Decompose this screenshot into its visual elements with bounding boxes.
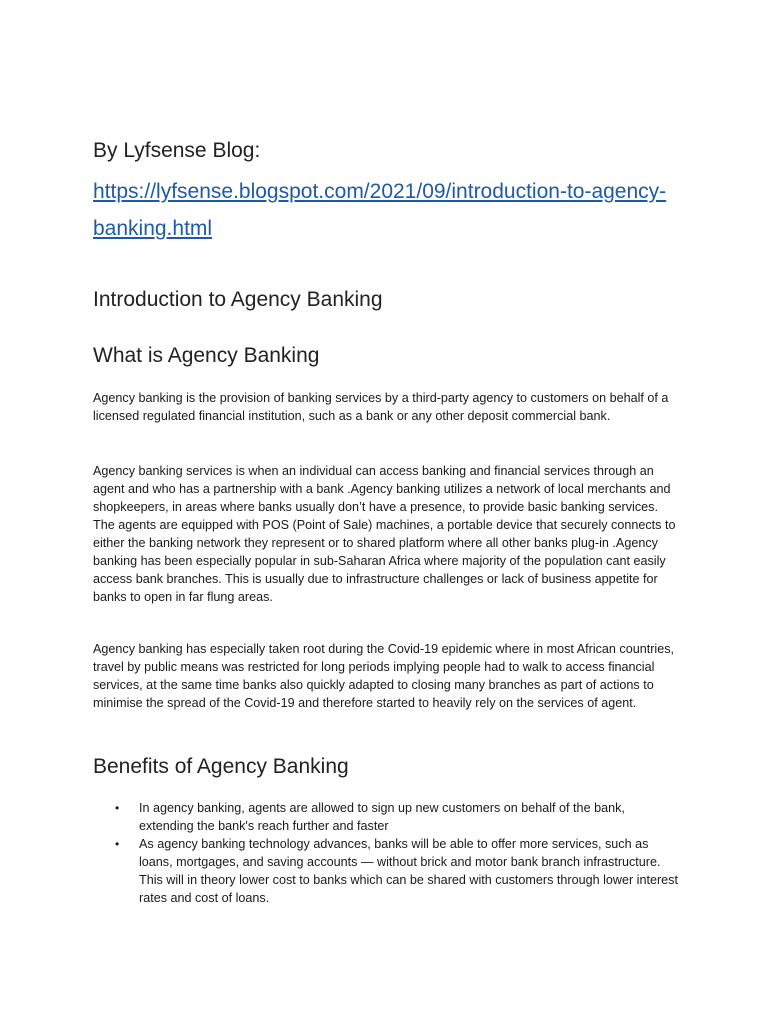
list-item-text: In agency banking, agents are allowed to sign up new customers on behalf of the bank, extending the bank's reach further and faster <box>139 801 625 833</box>
list-item <box>93 799 678 835</box>
paragraph-2: Agency banking services is when an individual can access banking and financial services through an agent and who has a partnership with a bank .Agency banking utilizes a network of local merchants and shopkeepers, in areas where banks usually don’t have a presence, to provide basic banking services. The agents are equipped with POS (Point of Sale) machines, a portable device that securely connects to either the banking network they represent or to shared platform where all other banks plug-in .Agency banking has been especially popular in sub-Saharan Africa where majority of the population cant easily access bank branches. This is usually due to infrastructure challenges or lack of business appetite for banks to open in far flung areas. <box>93 464 676 604</box>
bullet-icon: • <box>115 837 120 851</box>
section-heading-what-is: What is Agency Banking <box>93 344 320 367</box>
source-link[interactable]: https://lyfsense.blogspot.com/2021/09/introduction-to-agency-banking.html <box>93 180 667 240</box>
paragraph-3: Agency banking has especially taken root during the Covid-19 epidemic where in most African countries, travel by public means was restricted for long periods implying people had to walk to access financial services, at the same time banks also quickly adapted to closing many branches as part of actions to minimise the spread of the Covid-19 and therefore started to heavily rely on the services of agent. <box>93 642 675 710</box>
page-title: Introduction to Agency Banking <box>93 288 383 311</box>
byline: By Lyfsense Blog: <box>93 139 261 162</box>
benefits-list <box>93 799 678 907</box>
list-item <box>93 835 678 907</box>
bullet-icon: • <box>115 801 120 815</box>
paragraph-1: Agency banking is the provision of banking services by a third-party agency to customers on behalf of a licensed regulated financial institution, such as a bank or any other deposit commercial bank. <box>93 391 669 423</box>
section-heading-benefits: Benefits of Agency Banking <box>93 755 349 778</box>
list-item-text: As agency banking technology advances, banks will be able to offer more services, such as loans, mortgages, and saving accounts — without brick and motor bank branch infrastructure. This will in theory lower cost to banks which can be shared with customers through lower interest rates and cost of loans. <box>139 837 678 905</box>
